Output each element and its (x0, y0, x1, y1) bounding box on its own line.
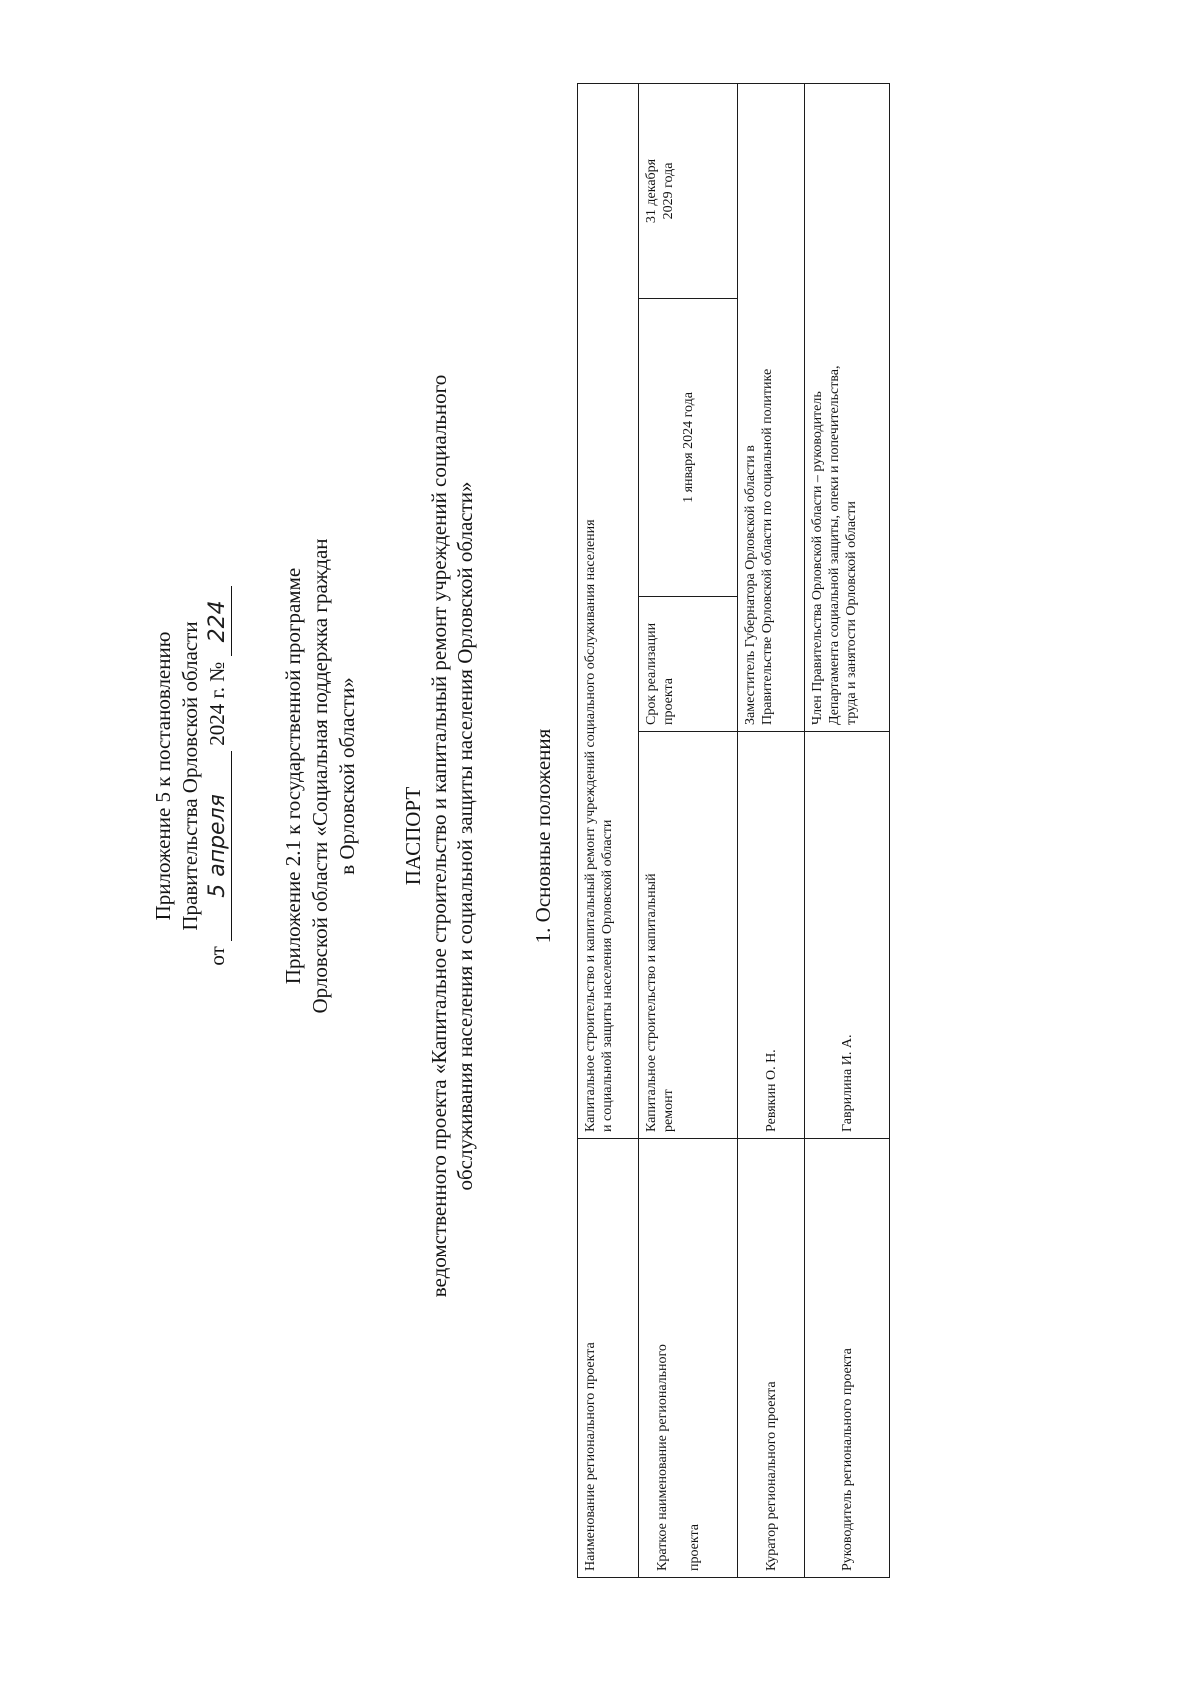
passport-heading: ПАСПОРТ (401, 786, 425, 886)
passport-title-block (400, 186, 478, 1486)
term-start: 1 января 2024 года (639, 299, 738, 597)
year-number-text: 2024 г. № (205, 661, 229, 746)
table-row-project-name (578, 83, 639, 1577)
appendix-program-block (280, 456, 361, 1096)
table-row-head (805, 83, 890, 1577)
curator-position: Заместитель Губернатора Орловской области в Правительстве Орловской области по социальной политике (738, 83, 805, 731)
table-row-curator (738, 83, 805, 1577)
project-name-value: Капитальное строительство и капитальный ремонт учреждений социального обслуживания населения и социальной защиты населения Орловской области (578, 83, 639, 1138)
term-end: 31 декабря 2029 года (639, 83, 738, 298)
curator-name: Ревякин О. Н. (738, 732, 805, 1139)
curator-label: Куратор регионального проекта (738, 1139, 805, 1578)
appendix-program-line2: Орловской области «Социальная поддержка граждан (308, 538, 332, 1014)
table-row-short-name (639, 83, 738, 1577)
term-label: Срок реализации проекта (639, 597, 738, 732)
short-name-value: Капитальное строительство и капитальный ремонт (639, 732, 738, 1139)
passport-table (577, 83, 890, 1578)
head-name: Гаврилина И. А. (805, 732, 890, 1139)
passport-subtitle-line1: ведомственного проекта «Капитальное строительство и капитальный ремонт учреждений социального (427, 374, 451, 1298)
head-label: Руководитель регионального проекта (805, 1139, 890, 1578)
appendix-decree-block (150, 456, 232, 1096)
section-title: 1. Основные положения (531, 728, 555, 944)
appendix-decree-line1: Приложение 5 к постановлению (151, 631, 175, 921)
handwritten-number: 224 (205, 586, 232, 656)
from-prefix: от (205, 946, 229, 966)
short-name-label: Краткое наименование регионального проекта (639, 1139, 738, 1578)
appendix-decree-date-line (204, 456, 232, 1096)
appendix-program-line1: Приложение 2.1 к государственной программе (281, 567, 305, 985)
project-name-label: Наименование регионального проекта (578, 1139, 639, 1578)
passport-subtitle-line2: обслуживания населения и социальной защиты населения Орловской области» (453, 481, 477, 1191)
appendix-program-line3: в Орловской области» (335, 677, 359, 875)
appendix-decree-line2: Правительства Орловской области (178, 621, 202, 931)
handwritten-date: 5 апреля (205, 751, 232, 941)
head-position: Член Правительства Орловской области – руководитель Департамента социальной защиты, опеки и попечительства, труда и занятости Орловской области (805, 83, 890, 731)
